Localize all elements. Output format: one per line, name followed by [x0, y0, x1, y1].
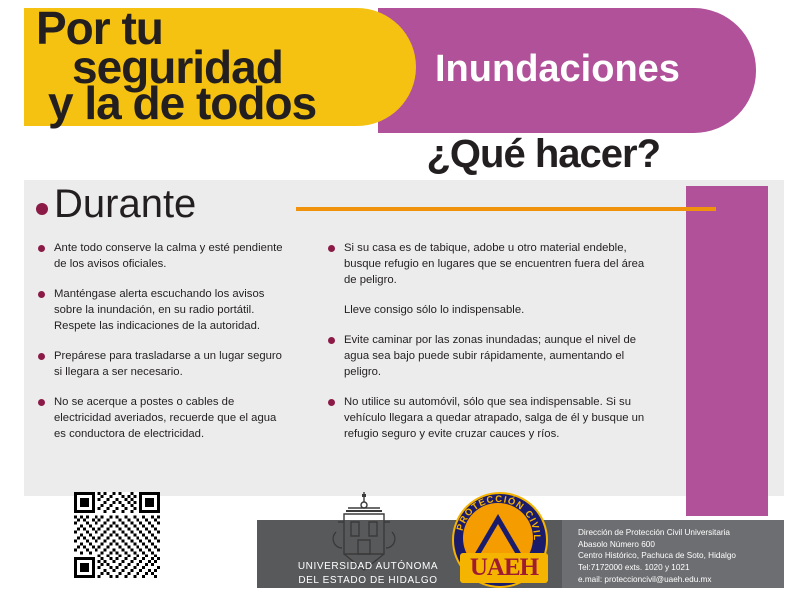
contact-line-4: Tel:7172000 exts. 1020 y 1021 — [578, 562, 690, 572]
contact-line-2: Abasolo Número 600 — [578, 539, 655, 549]
university-line-2: DEL ESTADO DE HIDALGO — [298, 574, 438, 586]
list-item-text: Prepárese para trasladarse a un lugar seguro si llegara a ser necesario. — [54, 350, 282, 379]
bullet-icon — [38, 353, 45, 360]
bullet-icon — [328, 337, 335, 344]
svg-text:PROTECCIÓN CIVIL: PROTECCIÓN CIVIL — [454, 493, 543, 542]
bullet-icon — [38, 399, 45, 406]
list-item — [38, 286, 288, 334]
uaeh-badge — [460, 547, 548, 587]
contact-line-5: e.mail: proteccioncivil@uaeh.edu.mx — [578, 574, 712, 584]
right-purple-bar — [686, 186, 768, 516]
list-item — [38, 394, 288, 442]
bullet-icon — [38, 245, 45, 252]
poster-title — [36, 2, 396, 130]
list-item-text: Ante todo conserve la calma y esté pendiente de los avisos oficiales. — [54, 242, 283, 271]
tips-column-right — [328, 240, 648, 456]
list-item — [328, 240, 648, 288]
list-item — [328, 394, 648, 442]
university-name — [268, 560, 468, 587]
tips-column-left — [38, 240, 288, 456]
list-item-text: No se acerque a postes o cables de electricidad averiados, recuerde que el agua es conductora de electricidad. — [54, 396, 277, 441]
list-item — [38, 348, 288, 380]
bullet-icon — [328, 399, 335, 406]
bullet-icon — [38, 291, 45, 298]
title-line-1: Por tu — [36, 2, 163, 54]
section-bullet-icon — [36, 203, 48, 215]
question-heading: ¿Qué hacer? — [426, 132, 660, 176]
topic-heading: Inundaciones — [435, 48, 680, 90]
uaeh-badge-text: UAEH — [469, 554, 539, 581]
contact-line-1: Dirección de Protección Civil Universitaria — [578, 528, 730, 537]
list-item-text: Si su casa es de tabique, adobe u otro material endeble, busque refugio en lugares que se encuentren fuera del área de peligro. — [344, 242, 645, 287]
contact-line-3: Centro Histórico, Pachuca de Soto, Hidalgo — [578, 551, 736, 561]
title-line-2: seguridad — [72, 40, 283, 93]
qr-code-icon — [74, 492, 160, 578]
section-divider — [296, 207, 716, 211]
section-label: Durante — [54, 182, 197, 226]
list-item — [328, 332, 648, 380]
list-item-text: Evite caminar por las zonas inundadas; aunque el nivel de agua sea bajo puede subir rápidamente, aumentando el peligro. — [344, 334, 637, 379]
note-text: Lleve consigo sólo lo indispensable. — [344, 304, 525, 317]
bullet-icon — [328, 245, 335, 252]
title-line-3: y la de todos — [48, 77, 317, 130]
list-item-text: No utilice su automóvil, sólo que sea indispensable. Si su vehículo llegara a quedar atrapado, salga de él y busque un refugio seguro y evite cruzar cauces y ríos. — [344, 396, 645, 441]
list-item-text: Manténgase alerta escuchando los avisos sobre la inundación, en su radio portátil. Respete las indicaciones de la autoridad. — [54, 288, 265, 333]
proteccion-civil-logo-icon — [452, 492, 556, 592]
section-header — [34, 182, 734, 232]
university-line-1: UNIVERSIDAD AUTÓNOMA — [297, 561, 439, 572]
list-item — [38, 240, 288, 272]
contact-info — [578, 527, 778, 585]
